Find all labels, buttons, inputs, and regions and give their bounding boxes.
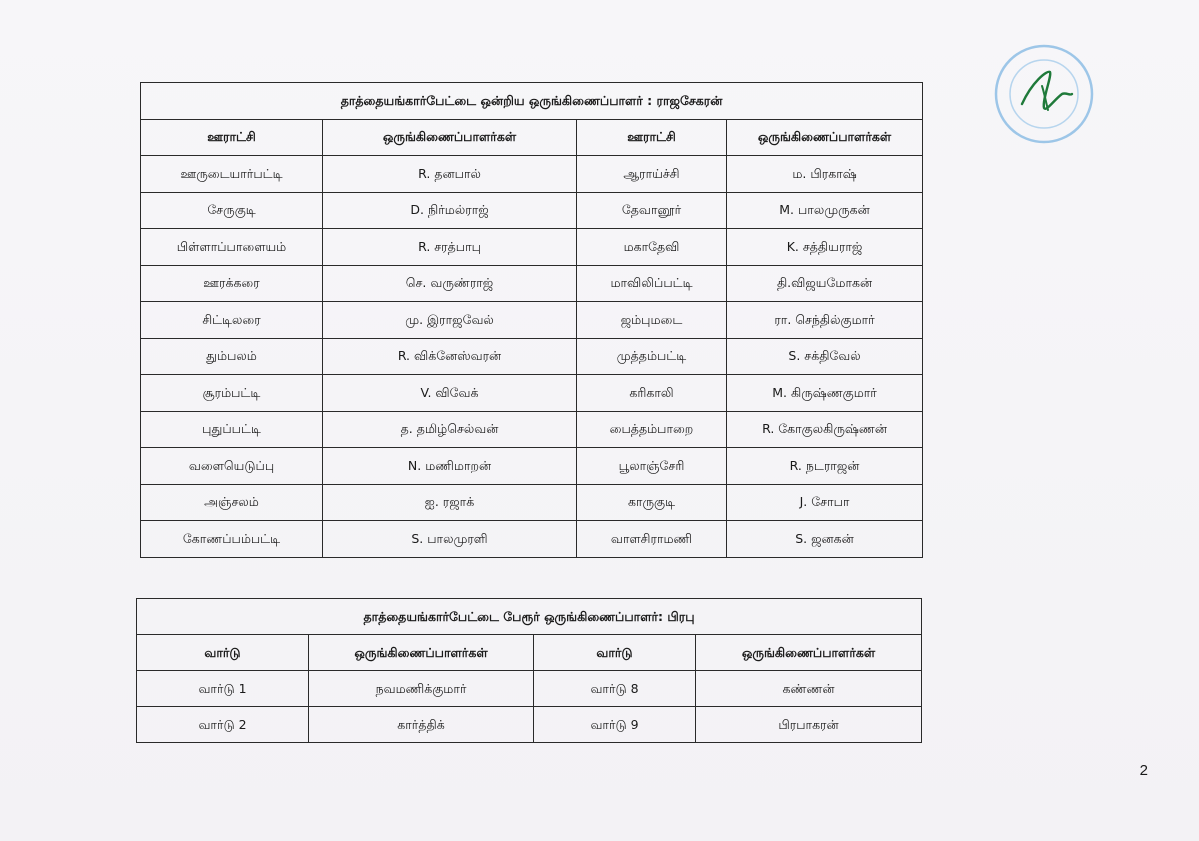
table-row [141,156,923,193]
column-header: ஒருங்கிணைப்பாளர்கள் [323,119,577,156]
table-header-row [137,635,922,671]
area-cell: பூலாஞ்சேரி [577,448,727,485]
table-row [137,707,922,743]
area-cell: காருகுடி [577,484,727,521]
coordinator-name-cell: S. பாலமுரளி [323,521,577,558]
table-title: தாத்தையங்கார்பேட்டை பேரூர் ஒருங்கிணைப்பாளர்: பிரபு [137,599,922,635]
area-cell: வார்டு 9 [534,707,696,743]
area-cell: தேவானூர் [577,192,727,229]
column-header: வார்டு [137,635,309,671]
area-cell: கரிகாலி [577,375,727,412]
coordinator-name-cell: R. நடராஜன் [727,448,923,485]
area-cell: மாவிலிப்பட்டி [577,265,727,302]
area-cell: வளையெடுப்பு [141,448,323,485]
coordinator-name-cell: ம. பிரகாஷ் [727,156,923,193]
column-header: ஊராட்சி [577,119,727,156]
column-header: ஒருங்கிணைப்பாளர்கள் [696,635,922,671]
coordinator-name-cell: R. தனபால் [323,156,577,193]
table-row [141,448,923,485]
coordinator-name-cell: கண்ணன் [696,671,922,707]
coordinator-name-cell: K. சத்தியராஜ் [727,229,923,266]
area-cell: வார்டு 8 [534,671,696,707]
coordinator-name-cell: ஐ. ரஜாக் [323,484,577,521]
coordinator-name-cell: பிரபாகரன் [696,707,922,743]
coordinator-name-cell: த. தமிழ்செல்வன் [323,411,577,448]
table-row [141,375,923,412]
coordinator-name-cell: ரா. செந்தில்குமார் [727,302,923,339]
coordinator-name-cell: M. கிருஷ்ணகுமார் [727,375,923,412]
column-header: வார்டு [534,635,696,671]
page-number: 2 [1139,762,1148,779]
coordinator-name-cell: மு. இராஜவேல் [323,302,577,339]
coordinator-name-cell: D. நிர்மல்ராஜ் [323,192,577,229]
area-cell: அஞ்சலம் [141,484,323,521]
area-cell: வார்டு 1 [137,671,309,707]
column-header: ஊராட்சி [141,119,323,156]
table-header-row [141,119,923,156]
area-cell: புதுப்பட்டி [141,411,323,448]
coordinator-name-cell: செ. வருண்ராஜ் [323,265,577,302]
area-cell: தும்பலம் [141,338,323,375]
area-cell: வாளசிராமணி [577,521,727,558]
area-cell: ஆராய்ச்சி [577,156,727,193]
coordinator-name-cell: S. ஜனகன் [727,521,923,558]
table-row [141,521,923,558]
column-header: ஒருங்கிணைப்பாளர்கள் [727,119,923,156]
table-row [141,229,923,266]
coordinator-name-cell: S. சக்திவேல் [727,338,923,375]
coordinator-name-cell: நவமணிக்குமார் [309,671,534,707]
panchayat-coordinators-table [140,82,923,558]
table-title: தாத்தையங்கார்பேட்டை ஒன்றிய ஒருங்கிணைப்பாளர் : ராஜசேகரன் [141,83,923,120]
area-cell: சூரம்பட்டி [141,375,323,412]
table-row [141,338,923,375]
table-title-row [141,83,923,120]
coordinator-name-cell: கார்த்திக் [309,707,534,743]
town-ward-coordinators-table [136,598,922,743]
area-cell: சேருகுடி [141,192,323,229]
official-seal-stamp [992,42,1096,146]
coordinator-name-cell: R. விக்னேஸ்வரன் [323,338,577,375]
table-row [141,411,923,448]
table-row [141,192,923,229]
coordinator-name-cell: M. பாலமுருகன் [727,192,923,229]
column-header: ஒருங்கிணைப்பாளர்கள் [309,635,534,671]
table-row [141,265,923,302]
area-cell: ஜம்புமடை [577,302,727,339]
coordinator-name-cell: V. விவேக் [323,375,577,412]
table-row [137,671,922,707]
coordinator-name-cell: N. மணிமாறன் [323,448,577,485]
coordinator-name-cell: J. சோபா [727,484,923,521]
area-cell: ஊரக்கரை [141,265,323,302]
area-cell: முத்தம்பட்டி [577,338,727,375]
coordinator-name-cell: தி.விஜயமோகன் [727,265,923,302]
area-cell: பிள்ளாப்பாளையம் [141,229,323,266]
area-cell: ஊருடையார்பட்டி [141,156,323,193]
area-cell: வார்டு 2 [137,707,309,743]
area-cell: சிட்டிலரை [141,302,323,339]
area-cell: பைத்தம்பாறை [577,411,727,448]
area-cell: கோணப்பம்பட்டி [141,521,323,558]
area-cell: மகாதேவி [577,229,727,266]
coordinator-name-cell: R. சரத்பாபு [323,229,577,266]
table-row [141,484,923,521]
coordinator-name-cell: R. கோகுலகிருஷ்ணன் [727,411,923,448]
table-row [141,302,923,339]
table-title-row [137,599,922,635]
